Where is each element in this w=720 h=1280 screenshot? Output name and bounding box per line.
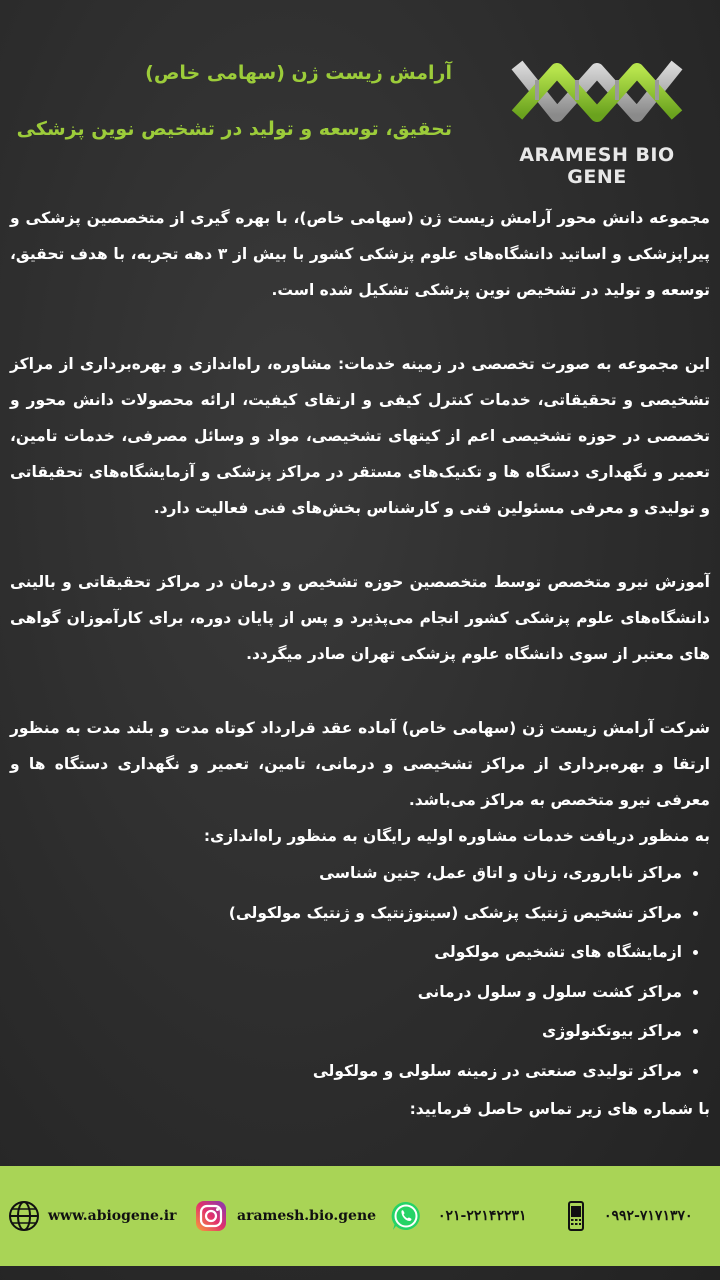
services-paragraph: این مجموعه به صورت تخصصی در زمینه خدمات: مشاوره، راه‌اندازی و بهره‌برداری از مراکز تشخیصی و تحقیقاتی، خدمات کنترل کیفی و ارتقای کیفیت، ارائه محصولات دانش محور و تخصصی در حوزه تشخیصی اعم از کیتهای تشخیصی، مواد و وسائل مصرفی، خدمات تامین، تعمیر و نگهداری دستگاه ها و تکنیک‌های مستقر در مراکز پزشکی و آزمایشگاه‌های تحقیقاتی و تولیدی و معرفی مسئولین فنی و کارشناس بخش‌های فنی فعالیت دارد. [10, 355, 710, 517]
list-item: • مراکز کشت سلول و سلول درمانی [10, 973, 682, 1013]
instagram-icon [195, 1200, 227, 1232]
logo-wordmark: ARAMESH BIO GENE [519, 144, 675, 188]
intro-paragraph: مجموعه دانش محور آرامش زیست ژن (سهامی خاص)، با بهره گیری از متخصصین پزشکی و پیراپزشکی و اساتید دانشگاه‌های علوم پزشکی کشور با بیش از ۳ دهه تجربه، با هدف تحقیق، توسعه و تولید در تشخیص نوین پزشکی تشکیل شده است. [10, 209, 710, 299]
instagram-link[interactable] [195, 1198, 376, 1234]
consulting-intro: به منظور دریافت خدمات مشاوره اولیه رایگان به منظور راه‌اندازی: [203, 827, 710, 845]
phone-text: ۰۲۱-۲۲۱۴۲۲۳۱ [438, 1208, 527, 1224]
whatsapp-icon [390, 1200, 422, 1232]
contract-paragraph: شرکت آرامش زیست ژن (سهامی خاص) آماده عقد قرارداد کوتاه مدت و بلند مدت به منظور ارتقا و بهره‌برداری از مراکز تشخیصی و درمانی، تامین، تعمیر و نگهداری دستگاه ها و معرفی نیرو متخصص به مراکز می‌باشد. [10, 719, 710, 809]
mobile-link[interactable] [560, 1198, 693, 1234]
main-content [10, 200, 710, 1127]
mobile-text: ۰۹۹۲-۷۱۷۱۳۷۰ [604, 1208, 693, 1224]
company-title: آرامش زیست ژن (سهامی خاص) [145, 62, 452, 84]
training-paragraph: آموزش نیرو متخصص توسط متخصصین حوزه تشخیص و درمان در مراکز تحقیقاتی و بالینی دانشگاه‌های علوم پزشکی کشور انجام می‌پذیرد و پس از پایان دوره، برای کارآموزان گواهی های معتبر از سوی دانشگاه علوم پزشکی تهران صادر میگردد. [10, 573, 710, 663]
list-item: • مراکز ناباروری، زنان و اتاق عمل، جنین شناسی [10, 854, 682, 894]
list-item: • ازمایشگاه های تشخیص مولکولی [10, 933, 682, 973]
instagram-text: aramesh.bio.gene [237, 1208, 377, 1224]
website-text: www.abiogene.ir [48, 1208, 177, 1224]
header [0, 0, 720, 188]
contact-footer [0, 1166, 720, 1266]
contact-prompt: با شماره های زیر تماس حاصل فرمایید: [409, 1100, 710, 1118]
company-tagline: تحقیق، توسعه و تولید در تشخیص نوین پزشکی [16, 118, 452, 140]
website-link[interactable] [8, 1198, 177, 1234]
center-list [10, 854, 710, 1091]
list-item: • مراکز تشخیص ژنتیک پزشکی (سیتوژنتیک و ژنتیک مولکولی) [10, 894, 682, 934]
phone-link[interactable] [390, 1198, 527, 1234]
globe-icon [8, 1200, 40, 1232]
mobile-phone-icon [560, 1200, 592, 1232]
list-item: • مراکز تولیدی صنعتی در زمینه سلولی و مولکولی [10, 1052, 682, 1092]
list-item: • مراکز بیوتکنولوژی [10, 1012, 682, 1052]
